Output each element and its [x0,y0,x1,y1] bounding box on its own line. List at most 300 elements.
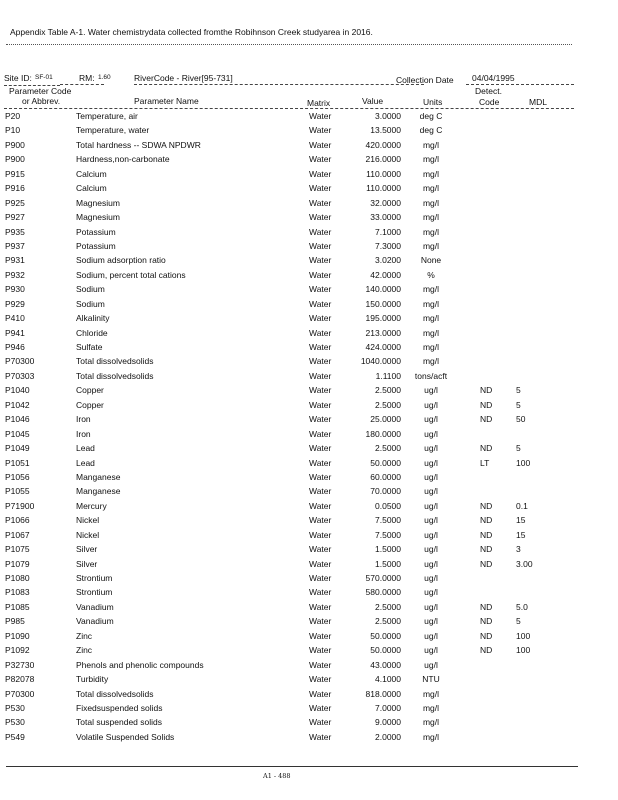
mdl-cell [516,369,556,383]
detect-code-cell: ND [480,630,493,641]
matrix-cell: Water [309,284,332,295]
value-cell: 110.0000 [366,183,401,194]
value-cell: 420.0000 [365,139,401,150]
value-cell: 50.0000 [370,457,401,468]
value-cell: 7.0000 [375,702,401,713]
parameter-code-cell: P932 [5,269,25,280]
mdl-cell [516,571,556,585]
matrix-cell: Water [309,183,332,194]
mdl-cell: 100 [516,457,531,468]
matrix-cell: Water [309,212,332,223]
matrix-cell: Water [309,255,332,266]
header-param-code-line1: Parameter Code [9,86,72,96]
units-cell: mg/l [422,731,440,742]
mdl-cell [516,470,556,484]
site-id-label: Site ID: [4,73,32,83]
parameter-code-cell: P1046 [5,414,30,425]
matrix-cell: Water [309,342,332,352]
parameter-name-cell: Silver [76,544,98,555]
matrix-cell: Water [309,702,332,713]
detect-code-cell: ND [480,443,493,454]
parameter-name-cell: Sodium adsorption ratio [76,255,166,266]
matrix-cell: Water [309,486,332,497]
header-param-name: Parameter Name [134,96,199,106]
matrix-cell: Water [309,414,332,425]
parameter-code-cell: P1092 [5,645,30,656]
header-value: Value [362,96,384,106]
detect-code-cell: LT [480,457,490,468]
parameter-code-cell: P1079 [5,558,30,569]
mdl-cell: 100 [516,645,531,656]
value-cell: 818.0000 [365,688,401,699]
matrix-cell: Water [309,717,332,728]
header-detect-line2: Code [479,97,500,107]
value-cell: 25.0000 [370,414,401,425]
header-matrix: Matrix [307,98,331,108]
header-mdl: MDL [529,97,547,107]
parameter-code-cell: P530 [5,702,25,713]
parameter-name-cell: Total dissolvedsolids [76,356,154,367]
title-divider [6,44,572,45]
value-cell: 1.5000 [375,558,401,569]
matrix-cell: Water [309,529,332,540]
parameter-code-cell: P82078 [5,674,35,685]
matrix-cell: Water [309,327,332,338]
parameter-code-cell: P1075 [5,544,30,555]
matrix-cell: Water [309,443,332,454]
matrix-cell: Water [309,573,332,583]
mdl-cell: 3 [516,544,521,555]
matrix-cell: Water [309,356,332,367]
parameter-name-cell: Alkalinity [76,313,110,324]
matrix-cell: Water [309,645,332,656]
parameter-name-cell: Volatile Suspended Solids [76,731,175,742]
matrix-cell: Water [309,298,332,309]
parameter-name-cell: Phenols and phenolic compounds [76,659,204,670]
units-cell: mg/l [422,313,440,324]
mdl-cell [516,340,556,354]
value-cell: 3.0000 [375,111,401,121]
detect-code-cell [480,672,510,686]
collection-date-value: 04/04/1995 [472,73,515,83]
matrix-cell: Water [309,471,332,482]
mdl-cell [516,672,556,686]
units-cell: % [427,269,435,280]
parameter-code-cell: P70300 [5,356,35,367]
mdl-cell [516,354,556,368]
parameter-name-cell: Calcium [76,168,107,179]
parameter-name-cell: Manganese [76,471,121,482]
parameter-code-cell: P916 [5,183,25,194]
parameter-name-cell: Magnesium [76,212,120,223]
matrix-cell: Water [309,731,332,742]
parameter-code-cell: P1045 [5,428,30,439]
value-cell: 2.5000 [375,385,401,396]
mdl-cell [516,585,556,599]
units-cell: mg/l [422,717,440,728]
detect-code-cell [480,658,510,672]
header-detect-line1: Detect. [475,86,502,96]
mdl-cell: 5 [516,385,521,396]
units-cell: deg C [419,125,443,136]
value-cell: 213.0000 [365,327,401,338]
value-cell: 50.0000 [370,630,401,641]
parameter-name-cell: Sodium [76,298,105,309]
units-cell: mg/l [422,212,440,223]
detect-code-cell [480,354,510,368]
detect-code-cell [480,282,510,296]
matrix-cell: Water [309,385,332,396]
matrix-cell: Water [309,125,332,136]
parameter-code-cell: P925 [5,197,25,208]
parameter-code-cell: P900 [5,154,25,165]
mdl-cell [516,225,556,239]
parameter-code-cell: P935 [5,226,25,237]
mdl-cell: 5.0 [516,601,528,612]
rule [466,84,574,85]
units-cell: mg/l [422,298,440,309]
parameter-code-cell: P929 [5,298,25,309]
detect-code-cell [480,340,510,354]
units-cell: mg/l [422,197,440,208]
matrix-cell: Water [309,399,332,410]
parameter-name-cell: Strontium [76,587,113,598]
mdl-cell: 3.00 [516,558,533,569]
rm-value: 1.60 [98,74,111,81]
matrix-cell: Water [309,457,332,468]
detect-code-cell [480,109,510,123]
value-cell: 580.0000 [365,587,401,598]
matrix-cell: Water [309,313,332,324]
parameter-code-cell: P1067 [5,529,30,540]
parameter-name-cell: Nickel [76,529,100,540]
parameter-code-cell: P937 [5,240,25,251]
rm-label: RM: [79,73,95,83]
units-cell: ug/l [424,630,438,641]
mdl-cell: 15 [516,515,526,526]
detect-code-cell: ND [480,645,493,656]
units-cell: ug/l [424,471,438,482]
parameter-code-cell: P70303 [5,370,35,381]
column-parameter-code [5,109,75,744]
units-cell: ug/l [424,428,438,439]
parameter-name-cell: Sodium, percent total cations [76,269,186,280]
mdl-cell [516,123,556,137]
parameter-name-cell: Potassium [76,240,116,251]
mdl-cell [516,282,556,296]
mdl-cell: 50 [516,414,526,425]
parameter-name-cell: Manganese [76,486,121,497]
parameter-code-cell: P1085 [5,601,30,612]
units-cell: ug/l [424,573,438,583]
value-cell: 2.0000 [375,731,401,742]
mdl-cell [516,326,556,340]
parameter-code-cell: P1090 [5,630,30,641]
units-cell: mg/l [422,183,440,194]
detect-code-cell [480,167,510,181]
matrix-cell: Water [309,616,332,627]
units-cell: mg/l [422,154,440,165]
parameter-name-cell: Zinc [76,645,93,656]
matrix-cell: Water [309,544,332,555]
matrix-cell: Water [309,515,332,526]
value-cell: 2.5000 [375,443,401,454]
mdl-cell [516,730,556,744]
detect-code-cell [480,253,510,267]
value-cell: 2.5000 [375,601,401,612]
detect-code-cell [480,268,510,282]
parameter-code-cell: P549 [5,731,25,742]
parameter-name-cell: Iron [76,428,91,439]
value-cell: 60.0000 [370,471,401,482]
units-cell: ug/l [424,601,438,612]
footer-rule [6,766,578,767]
units-cell: ug/l [424,443,438,454]
matrix-cell: Water [309,587,332,598]
header-units: Units [423,97,443,107]
matrix-cell: Water [309,240,332,251]
matrix-cell: Water [309,111,332,121]
parameter-name-cell: Turbidity [76,674,109,685]
river-code: RiverCode - River[95-731] [134,73,233,83]
parameter-code-cell: P1051 [5,457,30,468]
units-cell: ug/l [424,529,438,540]
parameter-name-cell: Sulfate [76,342,103,352]
mdl-cell [516,268,556,282]
matrix-cell: Water [309,601,332,612]
units-cell: ug/l [424,659,438,670]
parameter-name-cell: Nickel [76,515,100,526]
detect-code-cell: ND [480,529,493,540]
matrix-cell: Water [309,630,332,641]
value-cell: 7.5000 [375,529,401,540]
parameter-name-cell: Zinc [76,630,93,641]
mdl-cell [516,311,556,325]
value-cell: 1.1100 [375,370,401,381]
mdl-cell [516,196,556,210]
mdl-cell [516,210,556,224]
parameter-name-cell: Total dissolvedsolids [76,370,154,381]
units-cell: ug/l [424,515,438,526]
value-cell: 4.1000 [375,674,401,685]
detect-code-cell [480,196,510,210]
mdl-cell [516,484,556,498]
parameter-name-cell: Copper [76,385,104,396]
detect-code-cell: ND [480,616,493,627]
detect-code-cell: ND [480,601,493,612]
parameter-code-cell: P931 [5,255,25,266]
detect-code-cell: ND [480,515,493,526]
units-cell: ug/l [424,385,438,396]
parameter-name-cell: Vanadium [76,616,114,627]
mdl-cell [516,658,556,672]
detect-code-cell: ND [480,558,493,569]
matrix-cell: Water [309,688,332,699]
parameter-code-cell: P915 [5,168,25,179]
parameter-name-cell: Temperature, water [76,125,150,136]
units-cell: NTU [422,674,440,685]
detect-code-cell [480,181,510,195]
mdl-cell [516,427,556,441]
parameter-code-cell: P410 [5,313,25,324]
parameter-name-cell: Lead [76,457,95,468]
mdl-cell: 5 [516,399,521,410]
parameter-code-cell: P927 [5,212,25,223]
mdl-cell [516,239,556,253]
mdl-cell: 15 [516,529,526,540]
mdl-cell [516,297,556,311]
units-cell: ug/l [424,544,438,555]
units-cell: ug/l [424,399,438,410]
column-value [352,109,401,744]
mdl-cell: 5 [516,616,521,627]
detect-code-cell: ND [480,399,493,410]
matrix-cell: Water [309,226,332,237]
column-matrix [309,109,349,744]
parameter-code-cell: P32730 [5,659,35,670]
detect-code-cell: ND [480,385,493,396]
value-cell: 140.0000 [365,284,401,295]
parameter-code-cell: P71900 [5,500,35,511]
parameter-name-cell: Vanadium [76,601,114,612]
matrix-cell: Water [309,370,332,381]
units-cell: None [420,255,442,266]
column-mdl [516,109,556,744]
value-cell: 50.0000 [370,645,401,656]
detect-code-cell [480,585,510,599]
mdl-cell [516,167,556,181]
detect-code-cell [480,326,510,340]
value-cell: 43.0000 [370,659,401,670]
detect-code-cell [480,427,510,441]
matrix-cell: Water [309,659,332,670]
value-cell: 7.1000 [375,226,401,237]
detect-code-cell: ND [480,414,493,425]
matrix-cell: Water [309,428,332,439]
parameter-code-cell: P1055 [5,486,30,497]
parameter-name-cell: Hardness,non-carbonate [76,154,170,165]
units-cell: ug/l [424,500,438,511]
value-cell: 2.5000 [375,616,401,627]
units-cell: ug/l [424,558,438,569]
units-cell: mg/l [422,168,440,179]
matrix-cell: Water [309,558,332,569]
value-cell: 13.5000 [370,125,401,136]
value-cell: 216.0000 [365,154,401,165]
parameter-name-cell: Strontium [76,573,113,583]
page-number: A1 - 488 [263,772,291,780]
value-cell: 195.0000 [365,313,401,324]
value-cell: 2.5000 [375,399,401,410]
units-cell: ug/l [424,616,438,627]
parameter-name-cell: Calcium [76,183,107,194]
units-cell: mg/l [422,702,440,713]
detect-code-cell [480,123,510,137]
parameter-code-cell: P1080 [5,573,30,583]
units-cell: mg/l [422,226,440,237]
detect-code-cell [480,470,510,484]
units-cell: ug/l [424,645,438,656]
detect-code-cell [480,730,510,744]
value-cell: 42.0000 [370,269,401,280]
units-cell: tons/acft [414,370,448,381]
parameter-name-cell: Potassium [76,226,116,237]
parameter-name-cell: Sodium [76,284,105,295]
detect-code-cell [480,484,510,498]
parameter-code-cell: P20 [5,111,21,121]
parameter-code-cell: P10 [5,125,21,136]
parameter-name-cell: Total suspended solids [76,717,163,728]
parameter-code-cell: P946 [5,342,25,352]
site-id-value: SF-01 [35,74,53,81]
units-cell: ug/l [424,414,438,425]
value-cell: 424.0000 [365,342,401,352]
matrix-cell: Water [309,500,332,511]
mdl-cell: 0.1 [516,500,528,511]
page-title: Appendix Table A-1. Water chemistrydata collected fromthe Robihnson Creek studyarea in 2016. [10,27,373,37]
parameter-code-cell: P930 [5,284,25,295]
mdl-cell [516,253,556,267]
mdl-cell [516,138,556,152]
detect-code-cell [480,571,510,585]
value-cell: 9.0000 [375,717,401,728]
value-cell: 0.0500 [375,500,401,511]
mdl-cell [516,109,556,123]
value-cell: 180.0000 [365,428,401,439]
matrix-cell: Water [309,168,332,179]
rule [134,84,424,85]
units-cell: mg/l [422,342,440,352]
parameter-name-cell: Temperature, air [76,111,138,121]
detect-code-cell [480,701,510,715]
value-cell: 32.0000 [370,197,401,208]
detect-code-cell [480,239,510,253]
detect-code-cell [480,152,510,166]
parameter-code-cell: P1056 [5,471,30,482]
units-cell: mg/l [422,284,440,295]
mdl-cell: 5 [516,443,521,454]
parameter-code-cell: P1040 [5,385,30,396]
value-cell: 70.0000 [370,486,401,497]
parameter-name-cell: Chloride [76,327,108,338]
parameter-name-cell: Lead [76,443,95,454]
value-cell: 33.0000 [370,212,401,223]
units-cell: ug/l [424,457,438,468]
value-cell: 7.3000 [375,240,401,251]
parameter-code-cell: P1042 [5,399,30,410]
column-detect-code [480,109,510,744]
detect-code-cell [480,138,510,152]
detect-code-cell [480,210,510,224]
matrix-cell: Water [309,139,332,150]
column-units [406,109,456,744]
parameter-code-cell: P941 [5,327,25,338]
matrix-cell: Water [309,674,332,685]
mdl-cell [516,687,556,701]
units-cell: mg/l [422,139,440,150]
mdl-cell [516,152,556,166]
value-cell: 7.5000 [375,515,401,526]
units-cell: ug/l [424,486,438,497]
matrix-cell: Water [309,154,332,165]
parameter-name-cell: Iron [76,414,91,425]
parameter-name-cell: Mercury [76,500,107,511]
parameter-code-cell: P900 [5,139,25,150]
detect-code-cell: ND [480,544,493,555]
mdl-cell [516,181,556,195]
matrix-cell: Water [309,197,332,208]
parameter-code-cell: P530 [5,717,25,728]
